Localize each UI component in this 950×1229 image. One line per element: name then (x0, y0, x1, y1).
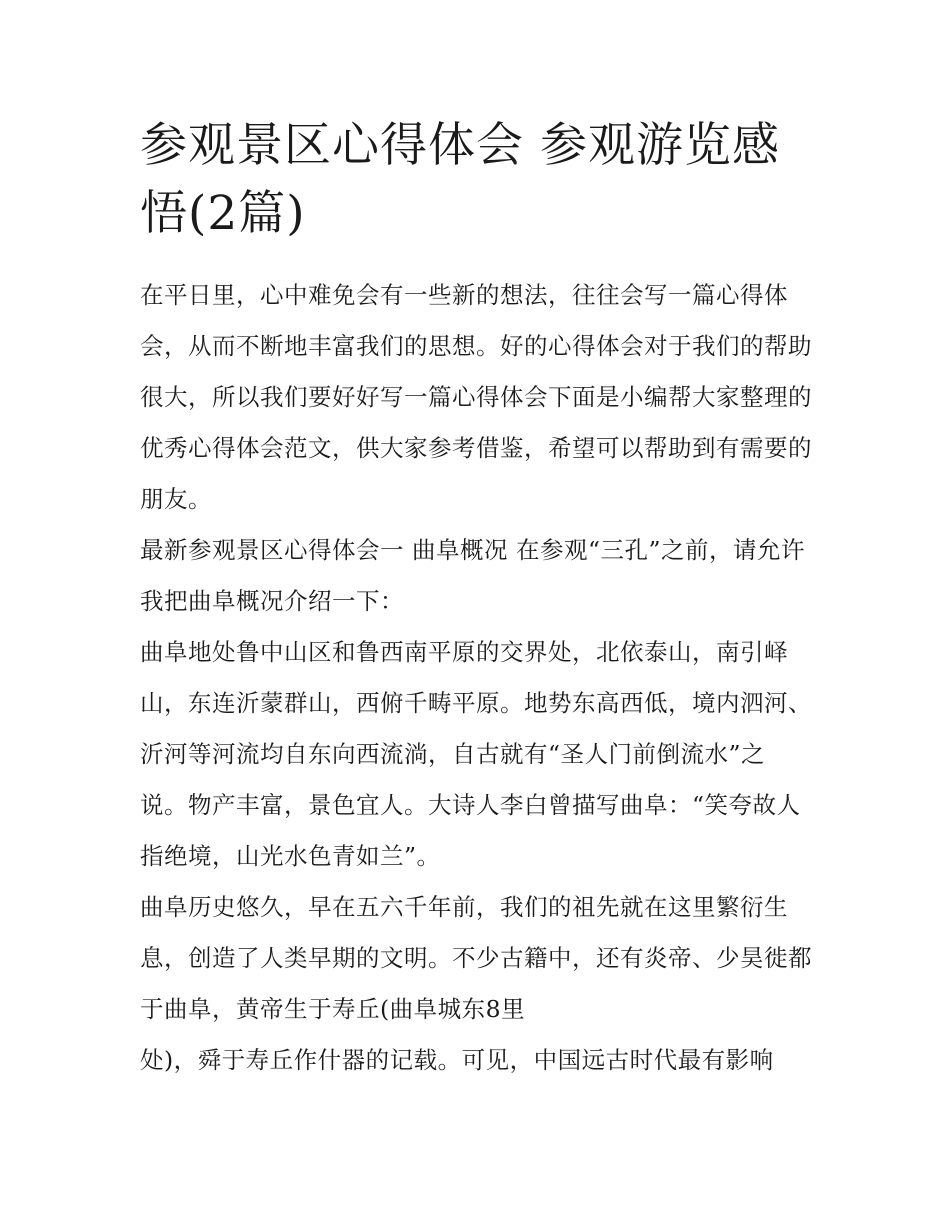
paragraph-intro: 在平日里，心中难免会有一些新的想法，往往会写一篇心得体会，从而不断地丰富我们的思想。好的心得体会对于我们的帮助很大，所以我们要好好写一篇心得体会下面是小编帮大家整理的优秀心得体会范文，供大家参考借鉴，希望可以帮助到有需要的朋友。 (140, 281, 812, 513)
paragraph-history-continued: 处)，舜于寿丘作什器的记载。可见，中国远古时代最有影响 (140, 1046, 774, 1074)
paragraph-history: 曲阜历史悠久，早在五六千年前，我们的祖先就在这里繁衍生息，创造了人类早期的文明。不少古籍中，还有炎帝、少昊徙都于曲阜，黄帝生于寿丘(曲阜城东8里 (140, 893, 812, 1023)
paragraph-geography: 曲阜地处鲁中山区和鲁西南平原的交界处，北依泰山，南引峄山，东连沂蒙群山，西俯千畴平原。地势东高西低，境内泗河、沂河等河流均自东向西流淌，自古就有“圣人门前倒流水”之说。物产丰富，景色宜人。大诗人李白曾描写曲阜：“笑夸故人指绝境，山光水色青如兰”。 (140, 638, 812, 870)
document-title: 参观景区心得体会 参观游览感悟(2篇) (140, 118, 780, 241)
document-page (140, 112, 812, 1086)
paragraph-section-one-heading: 最新参观景区心得体会一 曲阜概况 在参观“三孔”之前，请允许我把曲阜概况介绍一下： (140, 536, 805, 615)
